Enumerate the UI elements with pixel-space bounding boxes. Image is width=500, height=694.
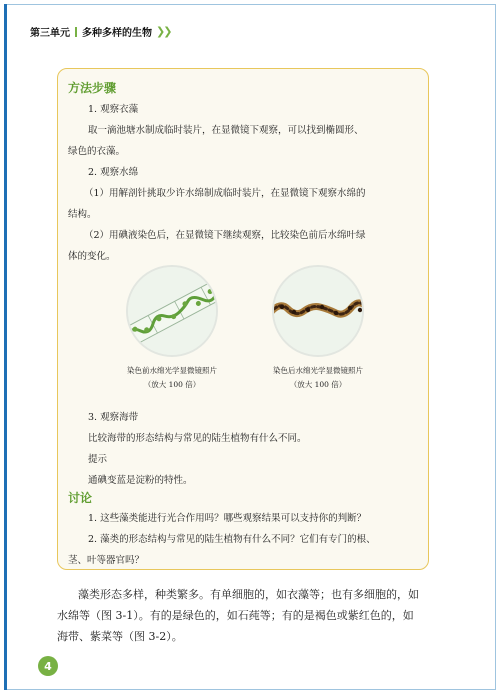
step1-text-line1: 取一滴池塘水制成临时装片，在显微镜下观察，可以找到椭圆形、 [88, 125, 364, 136]
activity-box [57, 68, 429, 570]
chapter-title: 多种多样的生物 [82, 28, 152, 39]
method-title: 方法步骤 [68, 81, 117, 95]
step1-text-line2: 绿色的衣藻。 [68, 146, 126, 157]
micrograph-stained [272, 265, 364, 357]
micrograph-unstained [126, 265, 218, 357]
step2a-line2: 结构。 [68, 209, 97, 220]
step2b-line1: （2）用碘液染色后，在显微镜下继续观察，比较染色前后水绵叶绿 [84, 230, 366, 241]
figure1-caption: 染色前水绵光学显微镜照片 [127, 366, 217, 375]
header-separator [75, 27, 77, 37]
figure2-note: （放大 100 倍） [289, 380, 347, 389]
step2a-line1: （1）用解剖针挑取少许水绵制成临时装片，在显微镜下观察水绵的 [84, 188, 366, 199]
figure2-caption: 染色后水绵光学显微镜照片 [273, 366, 363, 375]
discussion-q2-line1: 2. 藻类的形态结构与常见的陆生植物有什么不同？它们有专门的根、 [88, 534, 376, 545]
figure1-note: （放大 100 倍） [143, 380, 201, 389]
step2b-line2: 体的变化。 [68, 251, 116, 262]
step3-text: 比较海带的形态结构与常见的陆生植物有什么不同。 [88, 433, 307, 444]
step2-title: 2. 观察水绵 [88, 167, 139, 178]
discussion-q1: 1. 这些藻类能进行光合作用吗？哪些观察结果可以支持你的判断？ [88, 513, 367, 524]
hint-text: 通碘变蓝是淀粉的特性。 [88, 475, 193, 486]
step1-title: 1. 观察衣藻 [88, 104, 139, 115]
body-line3: 海带、紫菜等（图 3-2）。 [57, 630, 183, 643]
discussion-q2-line2: 茎、叶等器官吗？ [68, 555, 145, 566]
side-bar [4, 4, 7, 690]
discussion-title: 讨论 [68, 491, 93, 505]
unstained-spirogyra-image [128, 267, 218, 357]
body-line1: 藻类形态多样，种类繁多。有单细胞的，如衣藻等；也有多细胞的，如 [78, 588, 419, 601]
double-chevron-icon: ❯❯ [156, 25, 171, 38]
page-number: 4 [38, 656, 58, 676]
running-header [30, 24, 170, 39]
step3-title: 3. 观察海带 [88, 412, 139, 423]
unit-label: 第三单元 [30, 28, 70, 39]
hint-title: 提示 [88, 454, 108, 465]
stained-spirogyra-image [274, 267, 364, 357]
body-line2: 水绵等（图 3-1）。有的是绿色的，如石莼等；有的是褐色或紫红色的，如 [57, 609, 414, 622]
